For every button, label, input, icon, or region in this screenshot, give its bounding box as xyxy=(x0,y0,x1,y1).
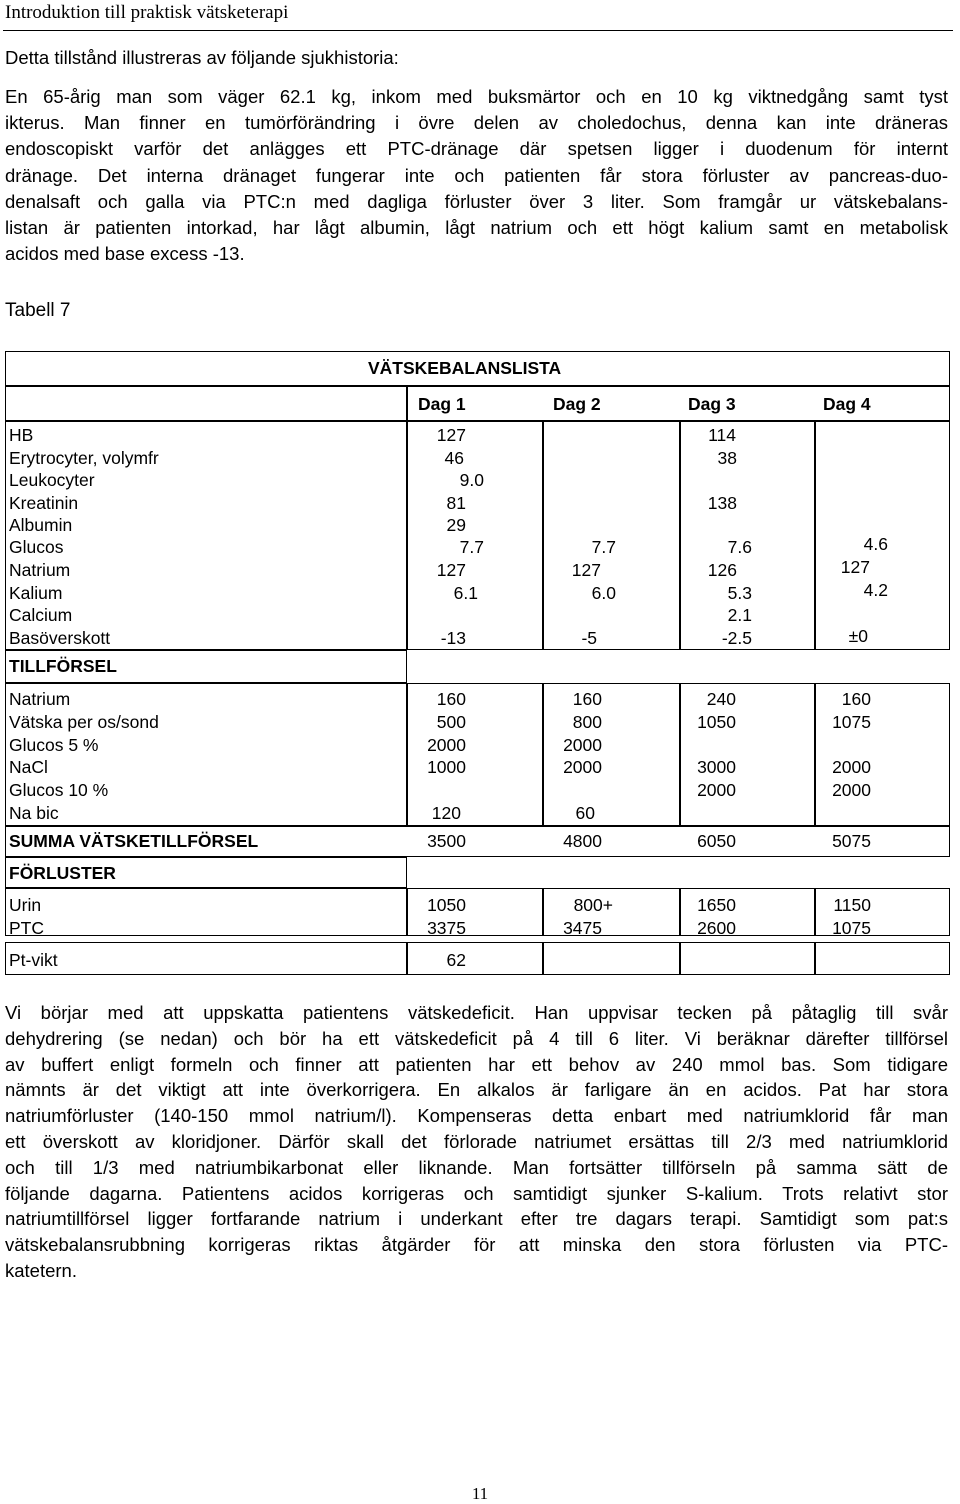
lab-value: 6.1 xyxy=(453,583,478,603)
row-label: Kalium xyxy=(9,583,63,603)
row-label: Na bic xyxy=(9,803,59,823)
header-rule xyxy=(3,30,953,31)
text-line: av buffert enligt formeln och finner att patienten har ett behov av 240 mmol bas. Som tidigare xyxy=(5,1053,948,1075)
row-label: NaCl xyxy=(9,757,48,777)
text-line: och till 1/3 med natriumbikarbonat eller liknande. Man fortsätter tillförseln på samma sätt de xyxy=(5,1156,948,1178)
lab-value: 138 xyxy=(707,493,737,513)
lab-value: 127 xyxy=(571,560,601,580)
loss-value: 3475 xyxy=(563,918,602,938)
ptvikt-label-cell xyxy=(5,942,407,975)
intake-value: 1050 xyxy=(697,712,736,732)
loss-value: 1050 xyxy=(427,895,466,915)
day-header: Dag 2 xyxy=(553,394,601,414)
text-line: natriumtillförsel ligger fortfarande natrium i underkant efter tre dagars terapi. Samtidigt som pat:s xyxy=(5,1208,948,1230)
row-label: PTC xyxy=(9,918,44,938)
loss-value: 800+ xyxy=(573,895,613,915)
intake-value: 2000 xyxy=(427,735,466,755)
summa-value: 3500 xyxy=(427,831,466,851)
day-header: Dag 4 xyxy=(823,394,871,414)
row-label: Kreatinin xyxy=(9,493,79,513)
row-label: Natrium xyxy=(9,560,71,580)
row-label: Glucos 10 % xyxy=(9,780,109,800)
text-line: ikterus. Man finner en tumörförändring i övre delen av choledochus, denna kan inte dräneras xyxy=(5,112,948,134)
lab-value: 4.6 xyxy=(863,534,888,554)
row-label: Glucos xyxy=(9,537,64,557)
lab-value: 114 xyxy=(708,425,736,445)
intake-value: 160 xyxy=(572,689,602,709)
text-line: natriumförluster (140-150 mmol natrium/l). Kompenseras detta enbart med natriumklorid får man xyxy=(5,1105,948,1127)
intake-value: 1000 xyxy=(427,757,466,777)
row-label: Basöverskott xyxy=(9,628,111,648)
intake-value: 2000 xyxy=(563,757,602,777)
intake-value: 2000 xyxy=(697,780,736,800)
text-line: följande dagarna. Patientens acidos korrigeras och samtidigt sjunker S-kalium. Trots relativt stor xyxy=(5,1182,948,1204)
text-line: vätskebalansrubbning korrigeras riktas åtgärder för att minska den stora förlusten via PTC- xyxy=(5,1234,948,1256)
lab-value: 7.6 xyxy=(727,537,752,557)
text-line: endoscopiskt varför det anlägges ett PTC-dränage där spetsen ligger i duodenum för internt xyxy=(5,138,948,160)
loss-value: 1150 xyxy=(833,895,871,915)
loss-value: 1650 xyxy=(697,895,736,915)
intake-value: 2000 xyxy=(563,735,602,755)
summa-label: SUMMA VÄTSKETILLFÖRSEL xyxy=(9,831,259,851)
weight-value: 62 xyxy=(446,950,466,970)
loss-value: 2600 xyxy=(697,918,736,938)
text-line: listan är patienten intorkad, har lågt albumin, lågt natrium och ett högt kalium samt en metabolisk xyxy=(5,217,948,238)
row-label: Leukocyter xyxy=(9,470,95,490)
lab-value: 6.0 xyxy=(591,583,616,603)
intake-value: 120 xyxy=(431,803,461,823)
day-header: Dag 1 xyxy=(418,394,466,414)
lab-value: 29 xyxy=(446,515,466,535)
row-label: Albumin xyxy=(9,515,73,535)
text-line: En 65-årig man som väger 62.1 kg, inkom med buksmärtor och en 10 kg viktnedgång samt tyst xyxy=(5,86,948,107)
table-title: VÄTSKEBALANSLISTA xyxy=(368,358,562,378)
intake-value: 60 xyxy=(575,803,595,823)
text-line: ett överskott av kloridjoner. Därför skall det förlorade natriumet ersättas till 2/3 med natriumklorid xyxy=(5,1131,948,1152)
forluster-label-column xyxy=(5,888,407,936)
text-line: dränage. Det interna dränaget fungerar inte och patienten får stora förluster av pancreas-duo- xyxy=(5,164,948,186)
intake-value: 500 xyxy=(436,712,466,732)
text-line: denalsaft och galla via PTC:n med dagliga förluster över 3 liter. Som framgår ur vätskebalans- xyxy=(5,190,948,212)
text-line: dehydrering (se nedan) och bör ha ett vätskedeficit på 4 till 6 liter. Vi beräknar därefter tillförsel xyxy=(5,1027,948,1049)
intake-value: 240 xyxy=(706,689,736,709)
intake-value: 160 xyxy=(841,689,871,709)
lab-value: 127 xyxy=(840,557,870,577)
loss-value: 3375 xyxy=(427,918,466,938)
lab-value: ±0 xyxy=(848,626,868,646)
intro-text: Detta tillstånd illustreras av följande sjukhistoria: xyxy=(5,47,399,68)
table-header-blank xyxy=(5,386,407,421)
intake-value: 3000 xyxy=(697,757,736,777)
row-label: Vätska per os/sond xyxy=(9,712,159,732)
section-header: FÖRLUSTER xyxy=(9,863,116,883)
page-number: 11 xyxy=(471,1484,489,1503)
running-header: Introduktion till praktisk vätsketerapi xyxy=(5,2,289,23)
lab-value: 4.2 xyxy=(863,580,888,600)
lab-value: 38 xyxy=(717,448,737,468)
lab-value: 81 xyxy=(446,493,466,513)
table-caption: Tabell 7 xyxy=(5,300,71,321)
intake-value: 1075 xyxy=(832,712,871,732)
text-line: acidos med base excess -13. xyxy=(5,243,245,265)
intake-value: 2000 xyxy=(832,757,871,777)
ptvikt-day4-cell xyxy=(815,942,950,975)
summa-value: 6050 xyxy=(697,831,736,851)
row-label: HB xyxy=(9,425,34,445)
loss-value: 1075 xyxy=(832,918,871,938)
text-line: nämnts är det viktigt att inte överkorrigera. En alkalos är farligare än en acidos. Pat har stora xyxy=(5,1079,948,1101)
row-label: Pt-vikt xyxy=(9,950,58,970)
lab-value: 2.1 xyxy=(727,605,752,625)
lab-value: 5.3 xyxy=(727,583,752,603)
intake-value: 800 xyxy=(572,712,602,732)
lab-value: 46 xyxy=(444,448,464,468)
intake-value: 160 xyxy=(436,689,466,709)
row-label: Urin xyxy=(9,895,42,915)
lab-value: 7.7 xyxy=(459,537,484,557)
day-header: Dag 3 xyxy=(688,394,736,414)
row-label: Erytrocyter, volymfr xyxy=(9,448,159,468)
lab-value: 126 xyxy=(707,560,737,580)
lab-value: -2.5 xyxy=(721,628,752,648)
summa-value: 4800 xyxy=(563,831,602,851)
row-label: Glucos 5 % xyxy=(9,735,99,755)
lab-value: 127 xyxy=(436,560,466,580)
lab-value: 7.7 xyxy=(591,537,616,557)
ptvikt-day3-cell xyxy=(680,942,815,975)
row-label: Calcium xyxy=(9,605,73,625)
text-line: Vi börjar med att uppskatta patientens vätskedeficit. Han uppvisar tecken på påtaglig till svår xyxy=(5,1002,948,1023)
summa-value: 5075 xyxy=(832,831,871,851)
ptvikt-day2-cell xyxy=(543,942,680,975)
section-header: TILLFÖRSEL xyxy=(9,656,117,676)
lab-value: -5 xyxy=(581,628,597,648)
lab-value: 127 xyxy=(436,425,466,445)
lab-value: -13 xyxy=(440,628,466,648)
lab-value: 9.0 xyxy=(459,470,484,490)
row-label: Natrium xyxy=(9,689,71,709)
intake-value: 2000 xyxy=(832,780,871,800)
text-line: katetern. xyxy=(5,1260,77,1281)
